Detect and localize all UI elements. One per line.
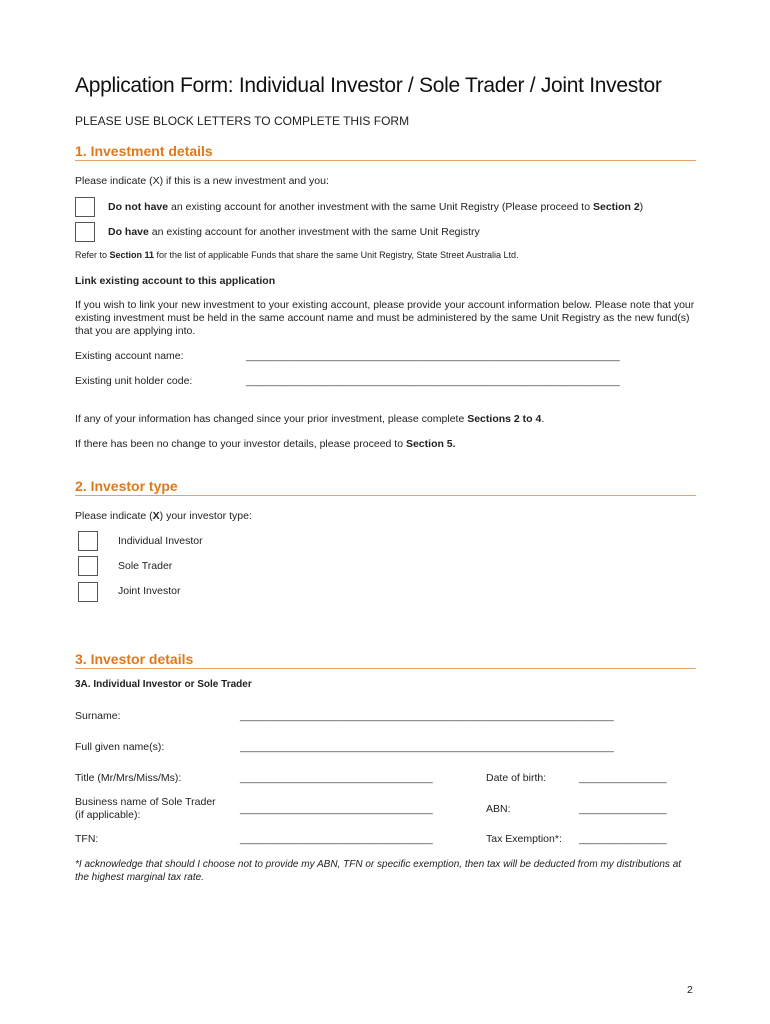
section-3-rule (75, 668, 696, 669)
date-of-birth-field[interactable]: _______________ (579, 772, 667, 784)
existing-account-name-label: Existing account name: (75, 350, 184, 362)
existing-account-name-field[interactable]: ________________________________________________________________ (246, 350, 620, 362)
section-1-rule (75, 160, 696, 161)
business-name-label: Business name of Sole Trader (if applicable): (75, 796, 216, 821)
tax-acknowledgement-footnote: *I acknowledge that should I choose not to provide my ABN, TFN or specific exemption, then tax will be deducted from my distributions at the highest marginal tax rate. (75, 859, 682, 883)
tax-exemption-field[interactable]: _______________ (579, 833, 667, 845)
information-changed-note: If any of your information has changed since your prior investment, please complete Sections 2 to 4. (75, 413, 545, 425)
link-account-paragraph: If you wish to link your new investment to your existing account, please provide your account information below. Please note that your existing investment must be held in the same account name and must be administered by the same Unit Registry as the new fund(s) that you are applying into. (75, 299, 695, 337)
sole-trader-checkbox[interactable] (78, 556, 98, 576)
surname-label: Surname: (75, 710, 121, 722)
form-title: Application Form: Individual Investor / Sole Trader / Joint Investor (75, 74, 662, 97)
tax-exemption-label: Tax Exemption*: (486, 833, 562, 845)
investor-type-prompt: Please indicate (X) your investor type: (75, 510, 252, 522)
do-not-have-checkbox[interactable] (75, 197, 95, 217)
abn-field[interactable]: _______________ (579, 803, 667, 815)
link-account-heading: Link existing account to this application (75, 275, 276, 287)
individual-investor-checkbox[interactable] (78, 531, 98, 551)
tfn-field[interactable]: _________________________________ (240, 833, 433, 845)
date-of-birth-label: Date of birth: (486, 772, 547, 784)
abn-label: ABN: (486, 803, 511, 815)
business-name-field[interactable]: _________________________________ (240, 803, 433, 815)
title-field[interactable]: _________________________________ (240, 772, 433, 784)
section-1-heading: 1. Investment details (75, 143, 213, 159)
do-not-have-label: Do not have an existing account for another investment with the same Unit Registry (Please proceed to Section 2) (108, 201, 644, 213)
section-2-heading: 2. Investor type (75, 478, 178, 494)
do-have-checkbox[interactable] (75, 222, 95, 242)
individual-investor-label: Individual Investor (118, 535, 203, 547)
no-change-note: If there has been no change to your investor details, please proceed to Section 5. (75, 438, 456, 450)
given-names-field[interactable]: ________________________________________________________________ (240, 741, 614, 753)
section-2-rule (75, 495, 696, 496)
do-have-label: Do have an existing account for another investment with the same Unit Registry (108, 226, 480, 238)
new-investment-prompt: Please indicate (X) if this is a new investment and you: (75, 175, 329, 187)
section-3a-heading: 3A. Individual Investor or Sole Trader (75, 679, 252, 690)
block-letters-instruction: PLEASE USE BLOCK LETTERS TO COMPLETE THIS FORM (75, 114, 410, 128)
page-number: 2 (687, 984, 693, 996)
sole-trader-label: Sole Trader (118, 560, 173, 572)
surname-field[interactable]: ________________________________________________________________ (240, 710, 614, 722)
title-label: Title (Mr/Mrs/Miss/Ms): (75, 772, 182, 784)
joint-investor-label: Joint Investor (118, 585, 181, 597)
existing-unit-holder-code-label: Existing unit holder code: (75, 375, 193, 387)
section-3-heading: 3. Investor details (75, 651, 194, 667)
refer-section-11-note: Refer to Section 11 for the list of applicable Funds that share the same Unit Registry, State Street Australia Ltd. (75, 250, 519, 260)
given-names-label: Full given name(s): (75, 741, 165, 753)
joint-investor-checkbox[interactable] (78, 582, 98, 602)
tfn-label: TFN: (75, 833, 99, 845)
existing-unit-holder-code-field[interactable]: ________________________________________________________________ (246, 375, 620, 387)
